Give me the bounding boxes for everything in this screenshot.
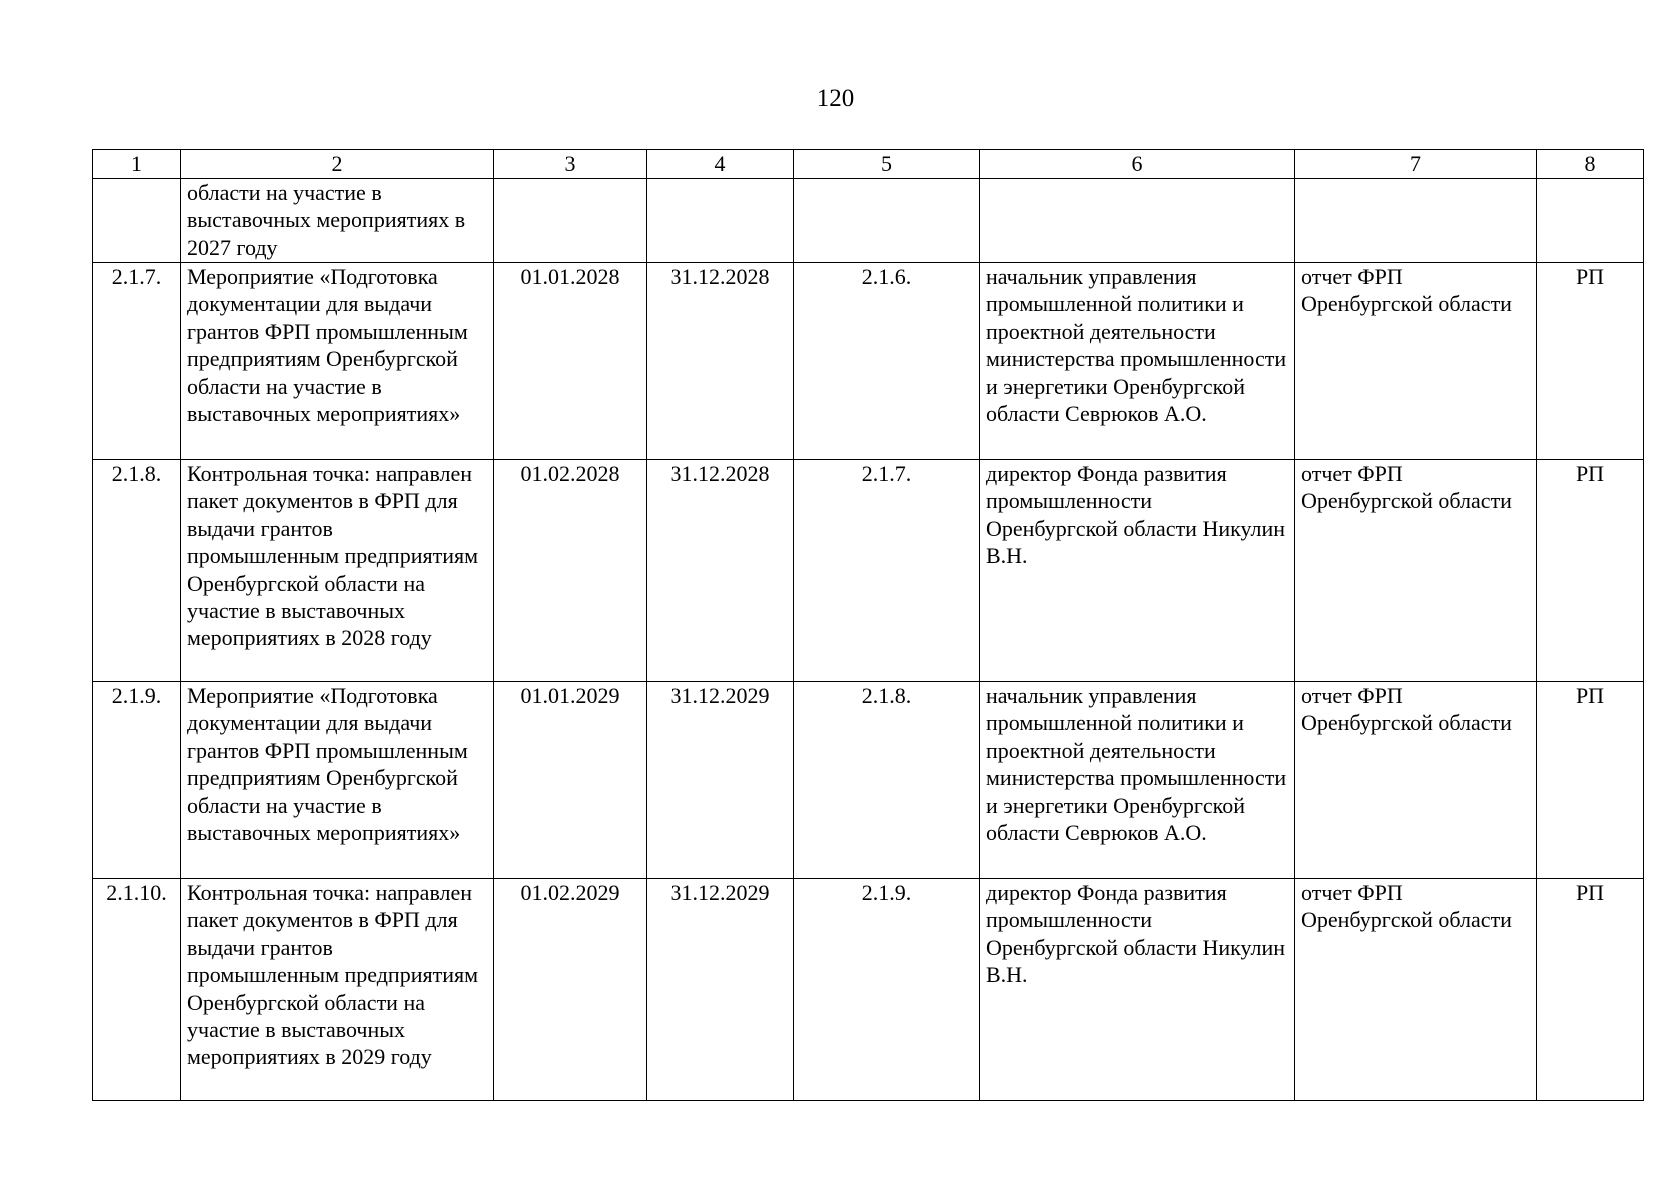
row-name: Контрольная точка: направлен пакет документов в ФРП для выдачи грантов промышленным предприятиям Оренбургской области на участие в выставочных мероприятиях в 2028 году (181, 460, 494, 682)
column-header: 7 (1295, 150, 1537, 179)
row-level: РП (1537, 263, 1644, 460)
row-name: области на участие в выставочных мероприятиях в 2027 году (181, 179, 494, 263)
row-start-date: 01.01.2029 (494, 682, 647, 879)
row-level (1537, 179, 1644, 263)
row-responsible: начальник управления промышленной политики и проектной деятельности министерства промышленности и энергетики Оренбургской области Севрюков А.О. (980, 263, 1295, 460)
row-responsible: начальник управления промышленной политики и проектной деятельности министерства промышленности и энергетики Оренбургской области Севрюков А.О. (980, 682, 1295, 879)
row-name: Мероприятие «Подготовка документации для выдачи грантов ФРП промышленным предприятиям Оренбургской области на участие в выставочных мероприятиях» (181, 263, 494, 460)
table-row (93, 682, 1644, 879)
row-predecessor (794, 179, 980, 263)
row-name: Мероприятие «Подготовка документации для выдачи грантов ФРП промышленным предприятиям Оренбургской области на участие в выставочных мероприятиях» (181, 682, 494, 879)
row-start-date (494, 179, 647, 263)
row-predecessor: 2.1.8. (794, 682, 980, 879)
row-number: 2.1.10. (93, 879, 181, 1101)
row-end-date: 31.12.2028 (647, 460, 794, 682)
row-predecessor: 2.1.6. (794, 263, 980, 460)
row-number: 2.1.8. (93, 460, 181, 682)
row-responsible (980, 179, 1295, 263)
row-start-date: 01.02.2028 (494, 460, 647, 682)
column-header: 4 (647, 150, 794, 179)
row-result: отчет ФРП Оренбургской области (1295, 879, 1537, 1101)
column-header: 8 (1537, 150, 1644, 179)
row-start-date: 01.01.2028 (494, 263, 647, 460)
column-header: 1 (93, 150, 181, 179)
row-end-date: 31.12.2029 (647, 879, 794, 1101)
row-result: отчет ФРП Оренбургской области (1295, 460, 1537, 682)
row-number: 2.1.9. (93, 682, 181, 879)
row-predecessor: 2.1.7. (794, 460, 980, 682)
row-start-date: 01.02.2029 (494, 879, 647, 1101)
column-header: 5 (794, 150, 980, 179)
row-result: отчет ФРП Оренбургской области (1295, 263, 1537, 460)
row-responsible: директор Фонда развития промышленности Оренбургской области Никулин В.Н. (980, 879, 1295, 1101)
row-name: Контрольная точка: направлен пакет документов в ФРП для выдачи грантов промышленным предприятиям Оренбургской области на участие в выставочных мероприятиях в 2029 году (181, 879, 494, 1101)
table-row (93, 879, 1644, 1101)
row-number: 2.1.7. (93, 263, 181, 460)
page-number: 120 (816, 85, 855, 112)
plan-table (92, 149, 1644, 1101)
row-result (1295, 179, 1537, 263)
column-header: 3 (494, 150, 647, 179)
column-header: 6 (980, 150, 1295, 179)
row-end-date (647, 179, 794, 263)
row-level: РП (1537, 460, 1644, 682)
header-row (93, 150, 1644, 179)
table-row (93, 179, 1644, 263)
column-header: 2 (181, 150, 494, 179)
row-responsible: директор Фонда развития промышленности Оренбургской области Никулин В.Н. (980, 460, 1295, 682)
row-number (93, 179, 181, 263)
row-end-date: 31.12.2029 (647, 682, 794, 879)
row-end-date: 31.12.2028 (647, 263, 794, 460)
row-predecessor: 2.1.9. (794, 879, 980, 1101)
row-result: отчет ФРП Оренбургской области (1295, 682, 1537, 879)
table-row (93, 263, 1644, 460)
row-level: РП (1537, 879, 1644, 1101)
row-level: РП (1537, 682, 1644, 879)
table-row (93, 460, 1644, 682)
